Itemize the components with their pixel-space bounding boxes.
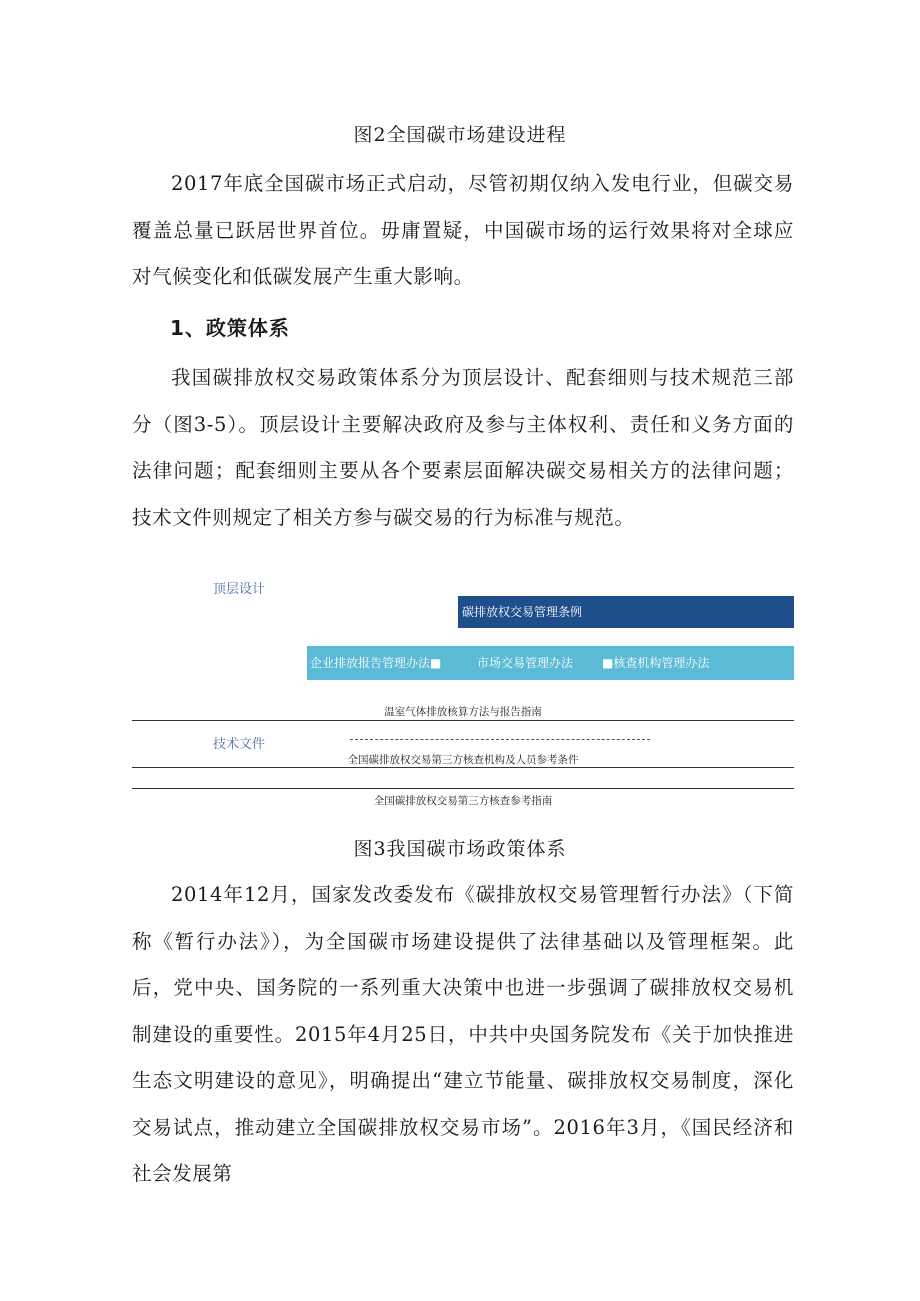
tech-doc-verification-guide: 全国碳排放权交易第三方核查参考指南 [373, 795, 553, 807]
figure-3-caption: 图3我国碳市场政策体系 [353, 838, 567, 860]
figure-2-caption: 图2全国碳市场建设进程 [353, 124, 567, 146]
tech-doc-guide: 温室气体排放核算方法与报告指南 [384, 706, 542, 718]
divider-line [132, 720, 794, 721]
market-trading-rule: 市场交易管理办法 [477, 656, 574, 670]
verification-agency-rule: ■核查机构管理办法 [602, 656, 710, 670]
paragraph-carbon-market-launch: 2017年底全国碳市场正式启动，尽管初期仅纳入发电行业，但碳交易覆盖总量已跃居世界首位。毋庸置疑，中国碳市场的运行效果将对全球应对气候变化和低碳发展产生重大影响。 [132, 172, 794, 288]
divider-line [132, 767, 794, 768]
supporting-rules-bar [307, 646, 794, 680]
policy-system-diagram [0, 570, 920, 810]
regulation-bar: 碳排放权交易管理条例 [458, 596, 794, 628]
enterprise-report-rule: 企业排放报告管理办法■ [310, 656, 442, 670]
dashed-divider [350, 739, 650, 740]
paragraph-policy-system: 我国碳排放权交易政策体系分为顶层设计、配套细则与技术规范三部分（图3-5）。顶层设计主要解决政府及参与主体权利、责任和义务方面的法律问题；配套细则主要从各个要素层面解决碳交易相关方的法律问题；技术文件则规定了相关方参与碳交易的行为标准与规范。 [132, 366, 794, 529]
tech-docs-label: 技术文件 [213, 737, 266, 752]
top-design-label: 顶层设计 [213, 582, 266, 597]
divider-line [132, 788, 794, 789]
tech-doc-conditions: 全国碳排放权交易第三方核查机构及人员参考条件 [347, 754, 579, 766]
section-heading-policy-system: 1、政策体系 [170, 316, 290, 340]
paragraph-policy-history: 2014年12月，国家发改委发布《碳排放权交易管理暂行办法》（下简称《暂行办法》），为全国碳市场建设提供了法律基础以及管理框架。此后，党中央、国务院的一系列重大决策中也进一步强调了碳排放权交易机制建设的重要性。2015年4月25日，中共中央国务院发布《关于加快推进生态文明建设的意见》，明确提出“建立节能量、碳排放权交易制度，深化交易试点，推动建立全国碳排放权交易市场”。2016年3月，《国民经济和社会发展第 [132, 883, 794, 1185]
